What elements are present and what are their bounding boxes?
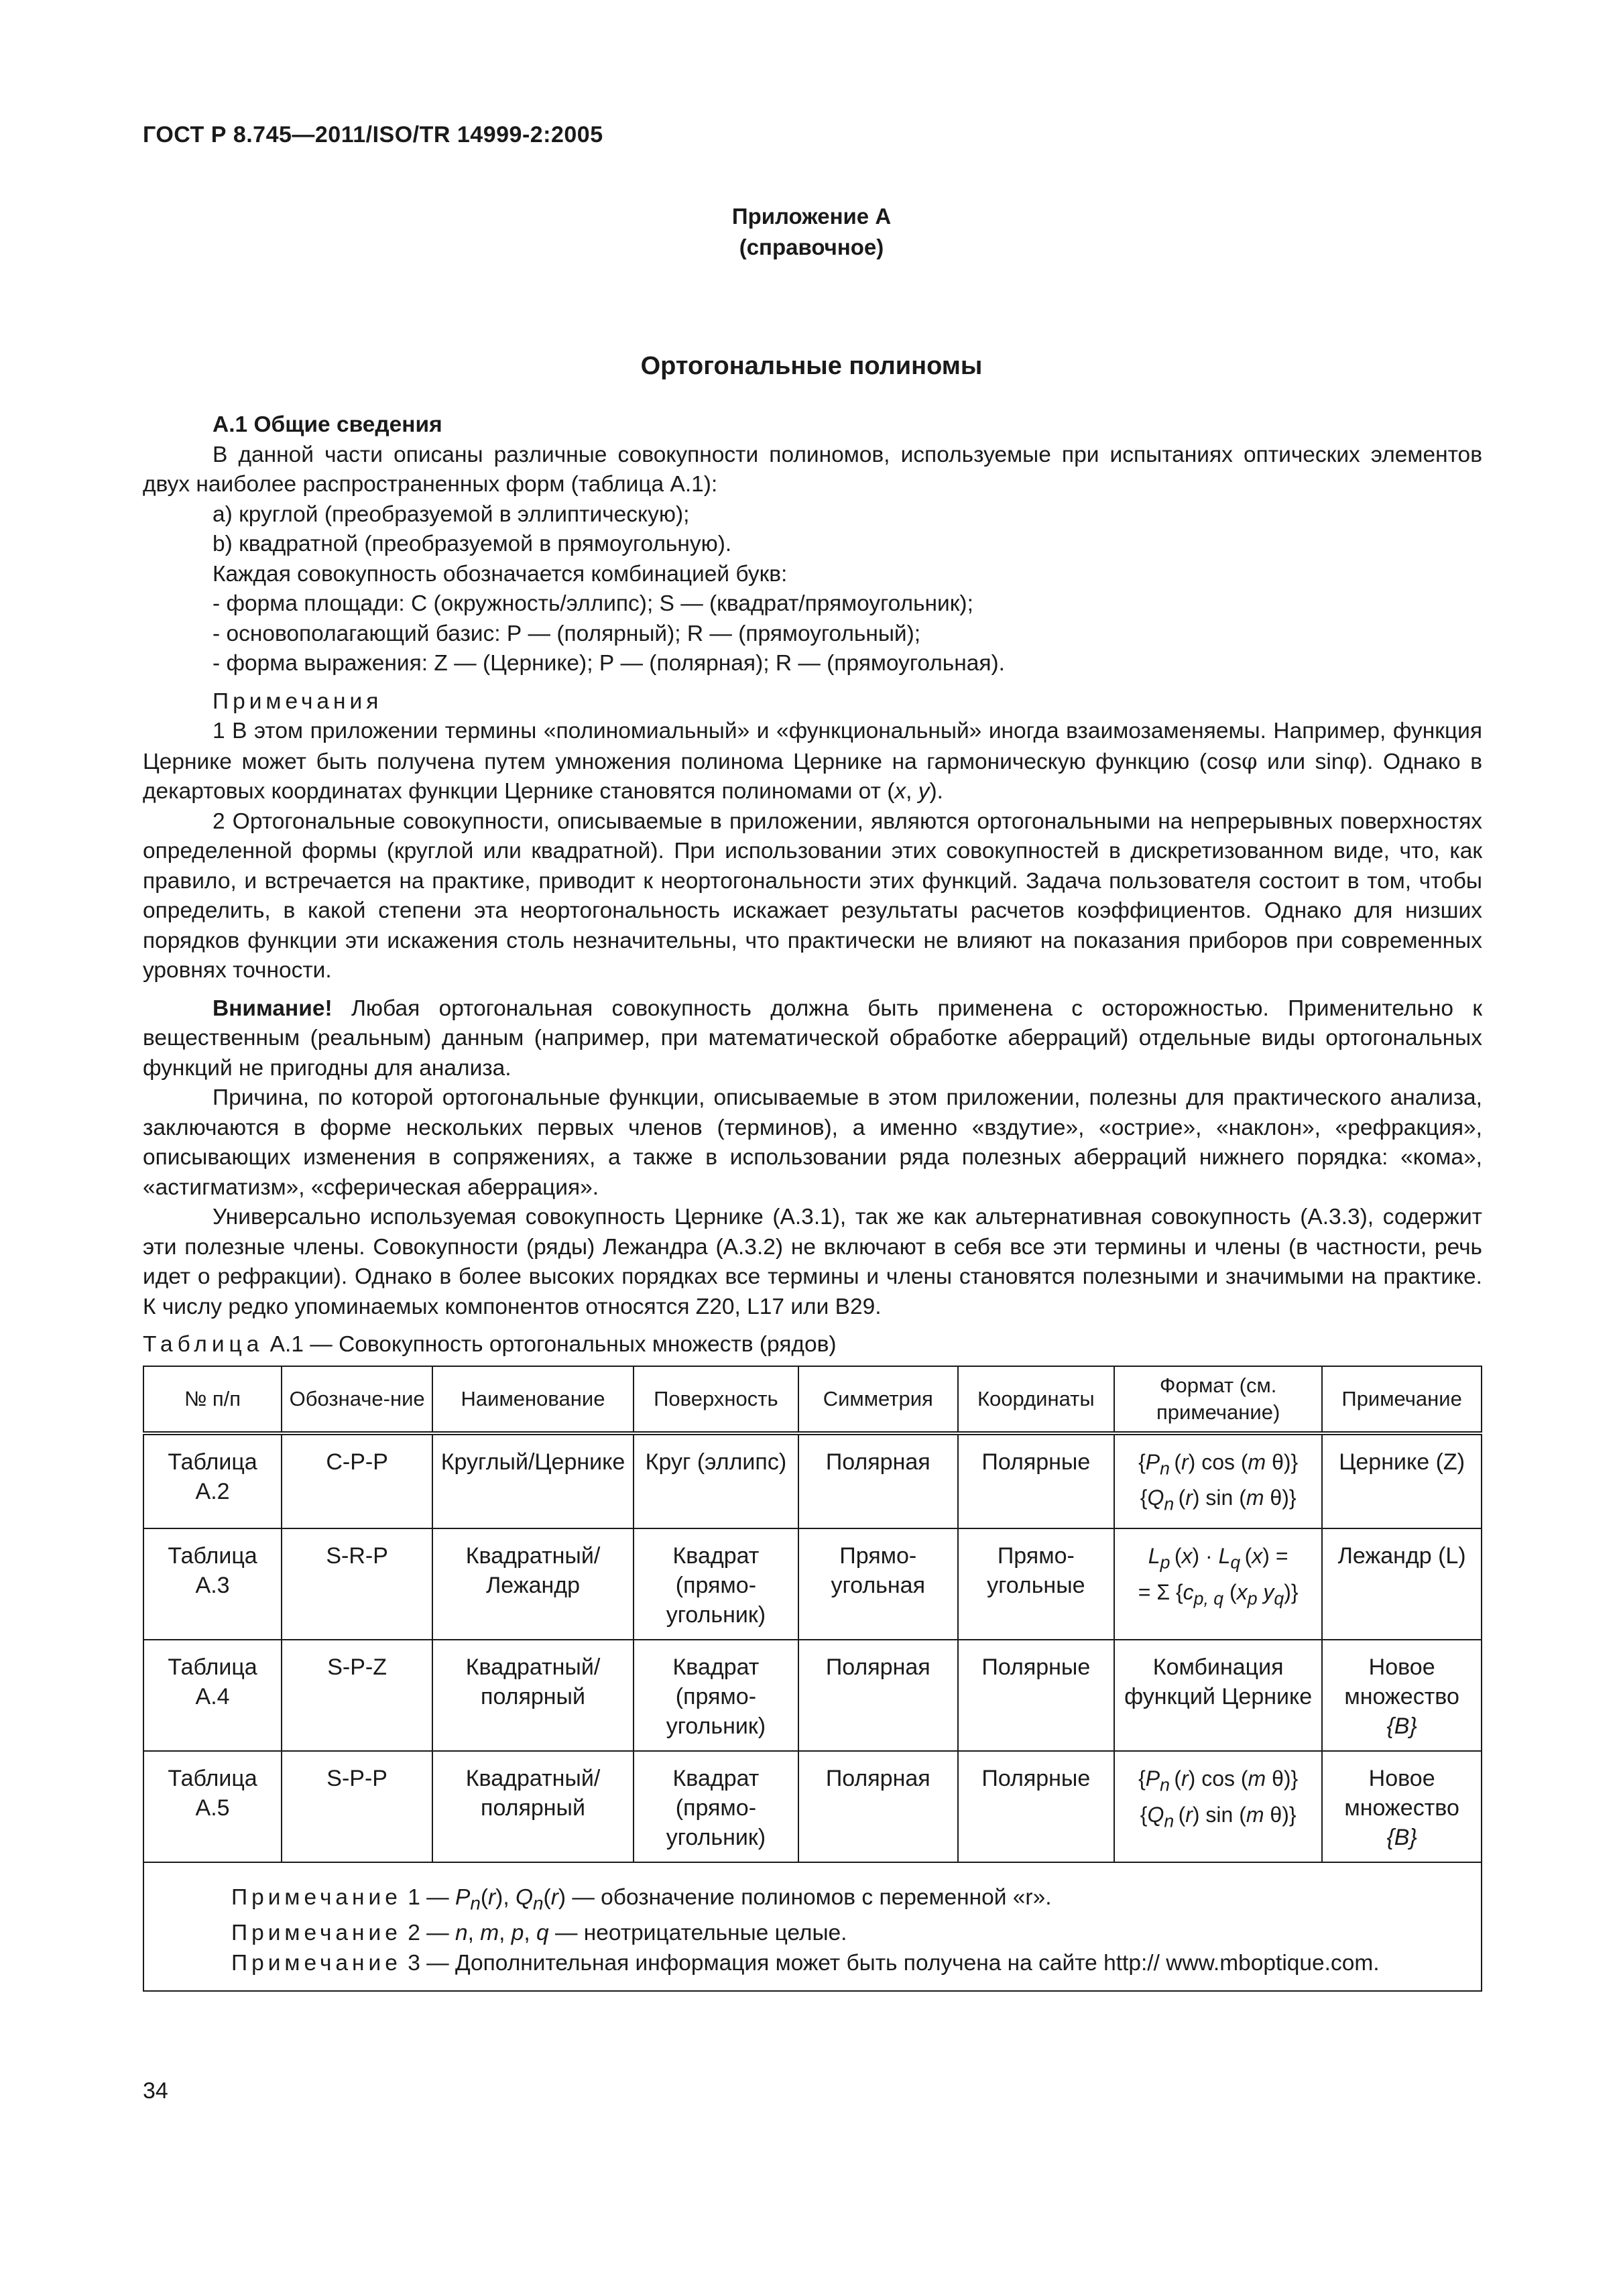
page-number: 34 [143,2078,168,2104]
orthogonal-sets-table [143,1366,1482,1992]
column-header: Обозначе-ние [282,1366,432,1433]
surface-cell: Круг (эллипс) [634,1433,798,1529]
format-cell: $L_p$ $(x) \cdot L_q$ (x) = = Σ {$c_{p, q}$ ($x_p$ $y_q$)} [1114,1528,1322,1640]
table-row [143,1528,1482,1640]
row-number-cell: Таблица А.5 [143,1751,282,1862]
note-cell: Цернике (Z) [1322,1433,1482,1529]
column-header: Примечание [1322,1366,1482,1433]
table-note-3: Примечание 3 — Дополнительная информация может быть получена на сайте http:// www.mboptique.com. [231,1950,1380,1976]
name-cell: Квадратный/ полярный [432,1640,634,1751]
note-cell: Новое множество {B} [1322,1751,1482,1862]
symmetry-cell: Прямо-угольная [798,1528,958,1640]
table-row [143,1640,1482,1751]
table-header-row [143,1366,1482,1433]
format-cell: {$P_n$ (r) cos (m θ)} {$Q_n$ (r) sin (m θ)} [1114,1751,1322,1862]
column-header: № п/п [143,1366,282,1433]
row-number-cell: Таблица А.3 [143,1528,282,1640]
appendix-type: (справочное) [739,235,884,259]
designation-cell: S-R-P [282,1528,432,1640]
note-1: 1 В этом приложении термины «полиномиальный» и «функциональный» иногда взаимозаменяемы. Например, функция Цернике может быть получена путем умножения полинома Цернике на гармоническую функцию (cosφ или sinφ). Однако в декартовых координатах функции Цернике становятся полиномами от (x, y). [143,719,1482,804]
designation-cell: S-P-Z [282,1640,432,1751]
table-note-2: Примечание 2 — n, m, p, q — неотрицательные целые. [231,1921,847,1946]
coordinates-cell: Полярные [958,1433,1114,1529]
page-title: Ортогональные полиномы [640,352,983,380]
standard-header: ГОСТ Р 8.745—2011/ISO/TR 14999-2:2005 [143,122,603,147]
name-cell: Квадратный/ полярный [432,1751,634,1862]
note-2: 2 Ортогональные совокупности, описываемые в приложении, являются ортогональными на непрерывных поверхностях определенной формы (круглой или квадратной). При использовании этих совокупностей в дискретизованном виде, что, как правило, и встречается на практике, приводит к неортогональности этих функций. Задача пользователя состоит в том, чтобы определить, в какой степени эта неортогональность искажает результаты расчетов коэффициентов. Однако для низших порядков функции эти искажения столь незначительны, что практически не влияют на показания приборов при современных уровнях точности. [143,808,1482,983]
note-cell: Новое множество {B} [1322,1640,1482,1751]
name-cell: Квадратный/ Лежандр [432,1528,634,1640]
paragraph: Причина, по которой ортогональные функции, описываемые в этом приложении, полезны для практического анализа, заключаются в форме нескольких первых членов (терминов), а именно «вздутие», «острие», «наклон», «рефракция», описывающих изменения в сопряжениях, а также в использовании ряда полезных аберраций нижнего порядка: «кома», «астигматизм», «сферическая аберрация». [143,1085,1482,1200]
paragraph: В данной части описаны различные совокупности полиномов, используемые при испытаниях оптических элементов двух наиболее распространенных форм (таблица А.1): [143,442,1482,497]
symmetry-cell: Полярная [798,1751,958,1862]
format-cell: Комбинация функций Цернике [1114,1640,1322,1751]
row-number-cell: Таблица А.4 [143,1640,282,1751]
column-header: Поверхность [634,1366,798,1433]
designation-cell: S-P-P [282,1751,432,1862]
column-header: Симметрия [798,1366,958,1433]
list-item: - основополагающий базис: Р — (полярный); R — (прямоугольный); [213,621,921,646]
name-cell: Круглый/Цернике [432,1433,634,1529]
coordinates-cell: Полярные [958,1751,1114,1862]
designation-cell: C-P-P [282,1433,432,1529]
table-note-1: Примечание 1 — $P_n(r)$, $Q_n(r)$ — обозначение полиномов с переменной «r». [231,1885,1052,1914]
surface-cell: Квадрат (прямо-угольник) [634,1751,798,1862]
surface-cell: Квадрат (прямо-угольник) [634,1640,798,1751]
column-header: Наименование [432,1366,634,1433]
table-notes [143,1862,1482,1991]
coordinates-cell: Полярные [958,1640,1114,1751]
row-number-cell: Таблица А.2 [143,1433,282,1529]
warning-label: Внимание! [213,995,333,1021]
surface-cell: Квадрат (прямо-угольник) [634,1528,798,1640]
section-heading: А.1 Общие сведения [213,412,442,437]
list-item: b) квадратной (преобразуемой в прямоугольную). [213,532,732,556]
paragraph: Каждая совокупность обозначается комбинацией букв: [213,561,788,587]
table-notes-row [143,1862,1482,1991]
format-cell: {$P_n$ (r) cos (m θ)} {$Q_n$ (r) sin (m θ)} [1114,1433,1322,1529]
column-header: Координаты [958,1366,1114,1433]
coordinates-cell: Прямо-угольные [958,1528,1114,1640]
note-cell: Лежандр (L) [1322,1528,1482,1640]
appendix-title: Приложение А [731,204,892,229]
list-item: a) круглой (преобразуемой в эллиптическую); [213,501,690,527]
warning-paragraph: Внимание! Любая ортогональная совокупность должна быть применена с осторожностью. Применительно к вещественным (реальным) данным (например, при математической обработке аберраций) отдельные виды ортогональных функций не пригодны для анализа. [143,995,1482,1081]
appendix-label [0,201,1623,263]
column-header: Формат (см. примечание) [1114,1366,1322,1433]
symmetry-cell: Полярная [798,1640,958,1751]
paragraph: Универсально используемая совокупность Цернике (А.3.1), так же как альтернативная совокупность (А.3.3), содержит эти полезные члены. Совокупности (ряды) Лежандра (А.3.2) не включают в себя все эти термины и члены (в частности, речь идет о рефракции). Однако в более высоких порядках все термины и члены становятся полезными и значимыми на практике. К числу редко упоминаемых компонентов относятся Z20, L17 или В29. [143,1205,1482,1319]
table-row [143,1751,1482,1862]
list-item: - форма площади: С (окружность/эллипс); S — (квадрат/прямоугольник); [213,591,973,616]
symmetry-cell: Полярная [798,1433,958,1529]
table-caption: Таблица А.1 — Совокупность ортогональных множеств (рядов) [143,1332,837,1357]
list-item: - форма выражения: Z — (Цернике); Р — (полярная); R — (прямоугольная). [213,651,1005,676]
notes-heading: Примечания [213,688,383,714]
table-row [143,1433,1482,1529]
body-text [143,410,1482,1992]
